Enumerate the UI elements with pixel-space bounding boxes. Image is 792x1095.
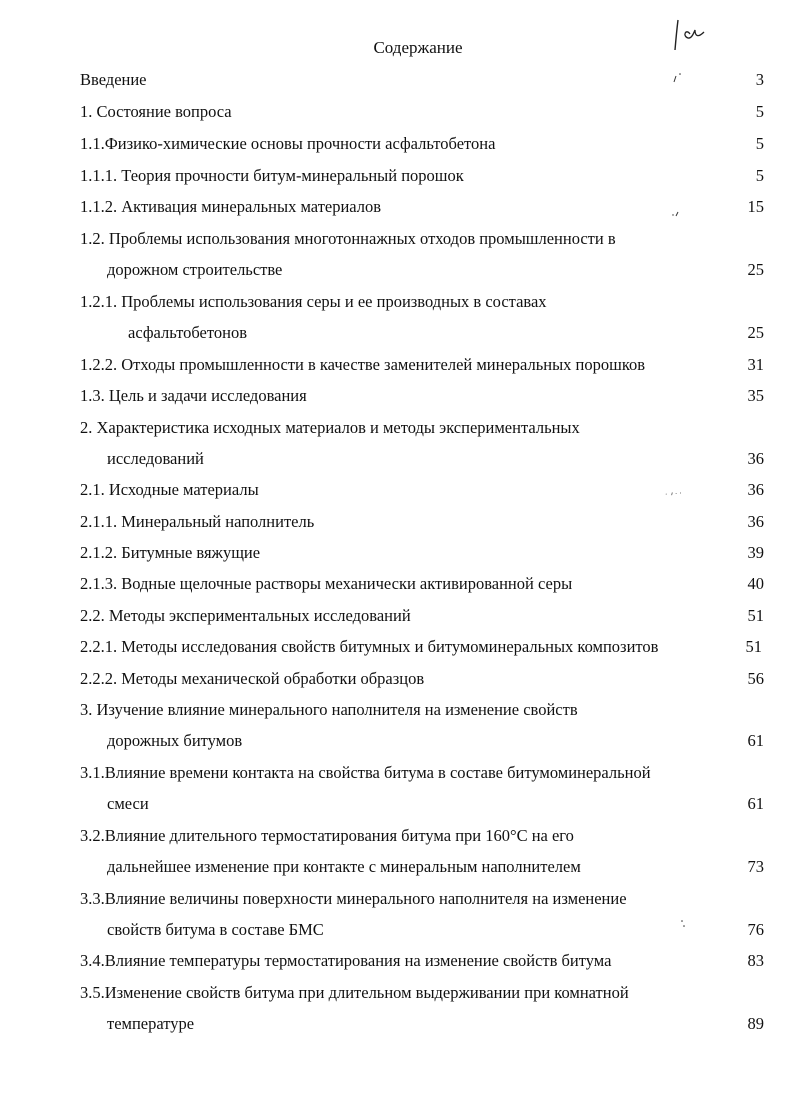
toc-entry-text: 2. Характеристика исходных материалов и методы экспериментальных (80, 418, 580, 437)
toc-entry (0, 1012, 792, 1036)
toc-entry (0, 447, 792, 471)
toc-entry (0, 164, 792, 188)
toc-entry-page: 25 (747, 260, 764, 279)
toc-entry (0, 100, 792, 124)
toc-entry-page: 61 (747, 794, 764, 813)
toc-entry (0, 981, 792, 1005)
toc-entry (0, 478, 792, 502)
toc-entry-page: 36 (747, 480, 764, 499)
toc-entry (0, 416, 792, 440)
toc-entry (0, 227, 792, 251)
toc-entry (0, 572, 792, 596)
toc-entry-text: свойств битума в составе БМС (107, 920, 324, 939)
toc-entry (0, 635, 792, 659)
toc-entry-text: 3. Изучение влияние минерального наполнителя на изменение свойств (80, 700, 578, 719)
toc-entry-text: 3.5.Изменение свойств битума при длительном выдерживании при комнатной (80, 983, 629, 1002)
toc-entry-text: 2.1.3. Водные щелочные растворы механически активированной серы (80, 574, 573, 593)
toc-entry-page: 35 (747, 386, 764, 405)
toc-entry-text: 3.3.Влияние величины поверхности минерального наполнителя на изменение (80, 889, 627, 908)
toc-entry-page: 51 (745, 637, 762, 656)
toc-entry-page: 36 (747, 512, 764, 531)
toc-entry-text: 1.2. Проблемы использования многотоннажных отходов промышленности в (80, 229, 616, 248)
toc-entry-text: 3.1.Влияние времени контакта на свойства битума в составе битумоминеральной (80, 763, 651, 782)
page-title: Содержание (373, 38, 463, 57)
toc-entry (0, 855, 792, 879)
toc-entry-text: дорожных битумов (107, 731, 243, 750)
toc-entry (0, 290, 792, 314)
toc-entry-text: 3.4.Влияние температуры термостатирования на изменение свойств битума (80, 951, 612, 970)
toc-entry-text: 3.2.Влияние длительного термостатирования битума при 160°C на его (80, 826, 574, 845)
toc-entry-text: дорожном строительстве (107, 260, 283, 279)
toc-entry-text: 2.1. Исходные материалы (80, 480, 259, 499)
toc-entry-page: 83 (747, 951, 764, 970)
toc-entry-text: 1.2.2. Отходы промышленности в качестве заменителей минеральных порошков (80, 355, 646, 374)
toc-entry (0, 824, 792, 848)
toc-entry (0, 132, 792, 156)
toc-entry (0, 604, 792, 628)
toc-entry-text: 2.1.1. Минеральный наполнитель (80, 512, 315, 531)
toc-entry-page: 56 (747, 669, 764, 688)
toc-entry-page: 61 (747, 731, 764, 750)
toc-entry (0, 258, 792, 282)
toc-entry-text: 2.2.2. Методы механической обработки образцов (80, 669, 425, 688)
toc-entry (0, 698, 792, 722)
toc-entry (0, 353, 792, 377)
toc-entry (0, 321, 792, 345)
toc-entry (0, 510, 792, 534)
toc-entry (0, 949, 792, 973)
toc-entry-page: 89 (747, 1014, 764, 1033)
toc-entry-page: 39 (747, 543, 764, 562)
toc-entry (0, 918, 792, 942)
toc-entry-text: 1.3. Цель и задачи исследования (80, 386, 307, 405)
toc-entry-text: 1.1.2. Активация минеральных материалов (80, 197, 382, 216)
toc-entry-text: 1. Состояние вопроса (80, 102, 232, 121)
toc-entry-page: 76 (747, 920, 764, 939)
toc-entry-text: Введение (80, 70, 147, 89)
toc-entry-text: 1.2.1. Проблемы использования серы и ее производных в составах (80, 292, 547, 311)
toc-entry (0, 792, 792, 816)
toc-entry-text: 2.2.1. Методы исследования свойств битумных и битумоминеральных композитов (80, 637, 659, 656)
toc-entry-text: 1.1.Физико-химические основы прочности асфальтобетона (80, 134, 496, 153)
toc-entry-text: температуре (107, 1014, 195, 1033)
toc-entry (0, 384, 792, 408)
toc-entry-page: 36 (747, 449, 764, 468)
toc-entry-text: 1.1.1. Теория прочности битум-минеральный порошок (80, 166, 464, 185)
toc-entry-page: 5 (755, 134, 764, 153)
toc-entry (0, 68, 792, 92)
toc-entry-page: 40 (747, 574, 764, 593)
toc-entry-page: 51 (747, 606, 764, 625)
toc-entry (0, 195, 792, 219)
toc-entry-page: 25 (747, 323, 764, 342)
toc-entry (0, 541, 792, 565)
toc-entry-text: дальнейшее изменение при контакте с минеральным наполнителем (107, 857, 581, 876)
toc-entry-page: 73 (747, 857, 764, 876)
toc-entry (0, 761, 792, 785)
toc-entry (0, 729, 792, 753)
toc-entry-text: 2.1.2. Битумные вяжущие (80, 543, 261, 562)
toc-entry (0, 887, 792, 911)
toc-entry-text: асфальтобетонов (128, 323, 247, 342)
toc-entry-page: 5 (755, 102, 764, 121)
toc-entry-page: 3 (755, 70, 764, 89)
toc-entry-text: смеси (107, 794, 149, 813)
toc-entry-page: 15 (747, 197, 764, 216)
toc-entry-page: 31 (747, 355, 764, 374)
toc-entry-text: 2.2. Методы экспериментальных исследований (80, 606, 411, 625)
toc-entry-text: исследований (107, 449, 204, 468)
toc-entry (0, 667, 792, 691)
toc-entry-page: 5 (755, 166, 764, 185)
